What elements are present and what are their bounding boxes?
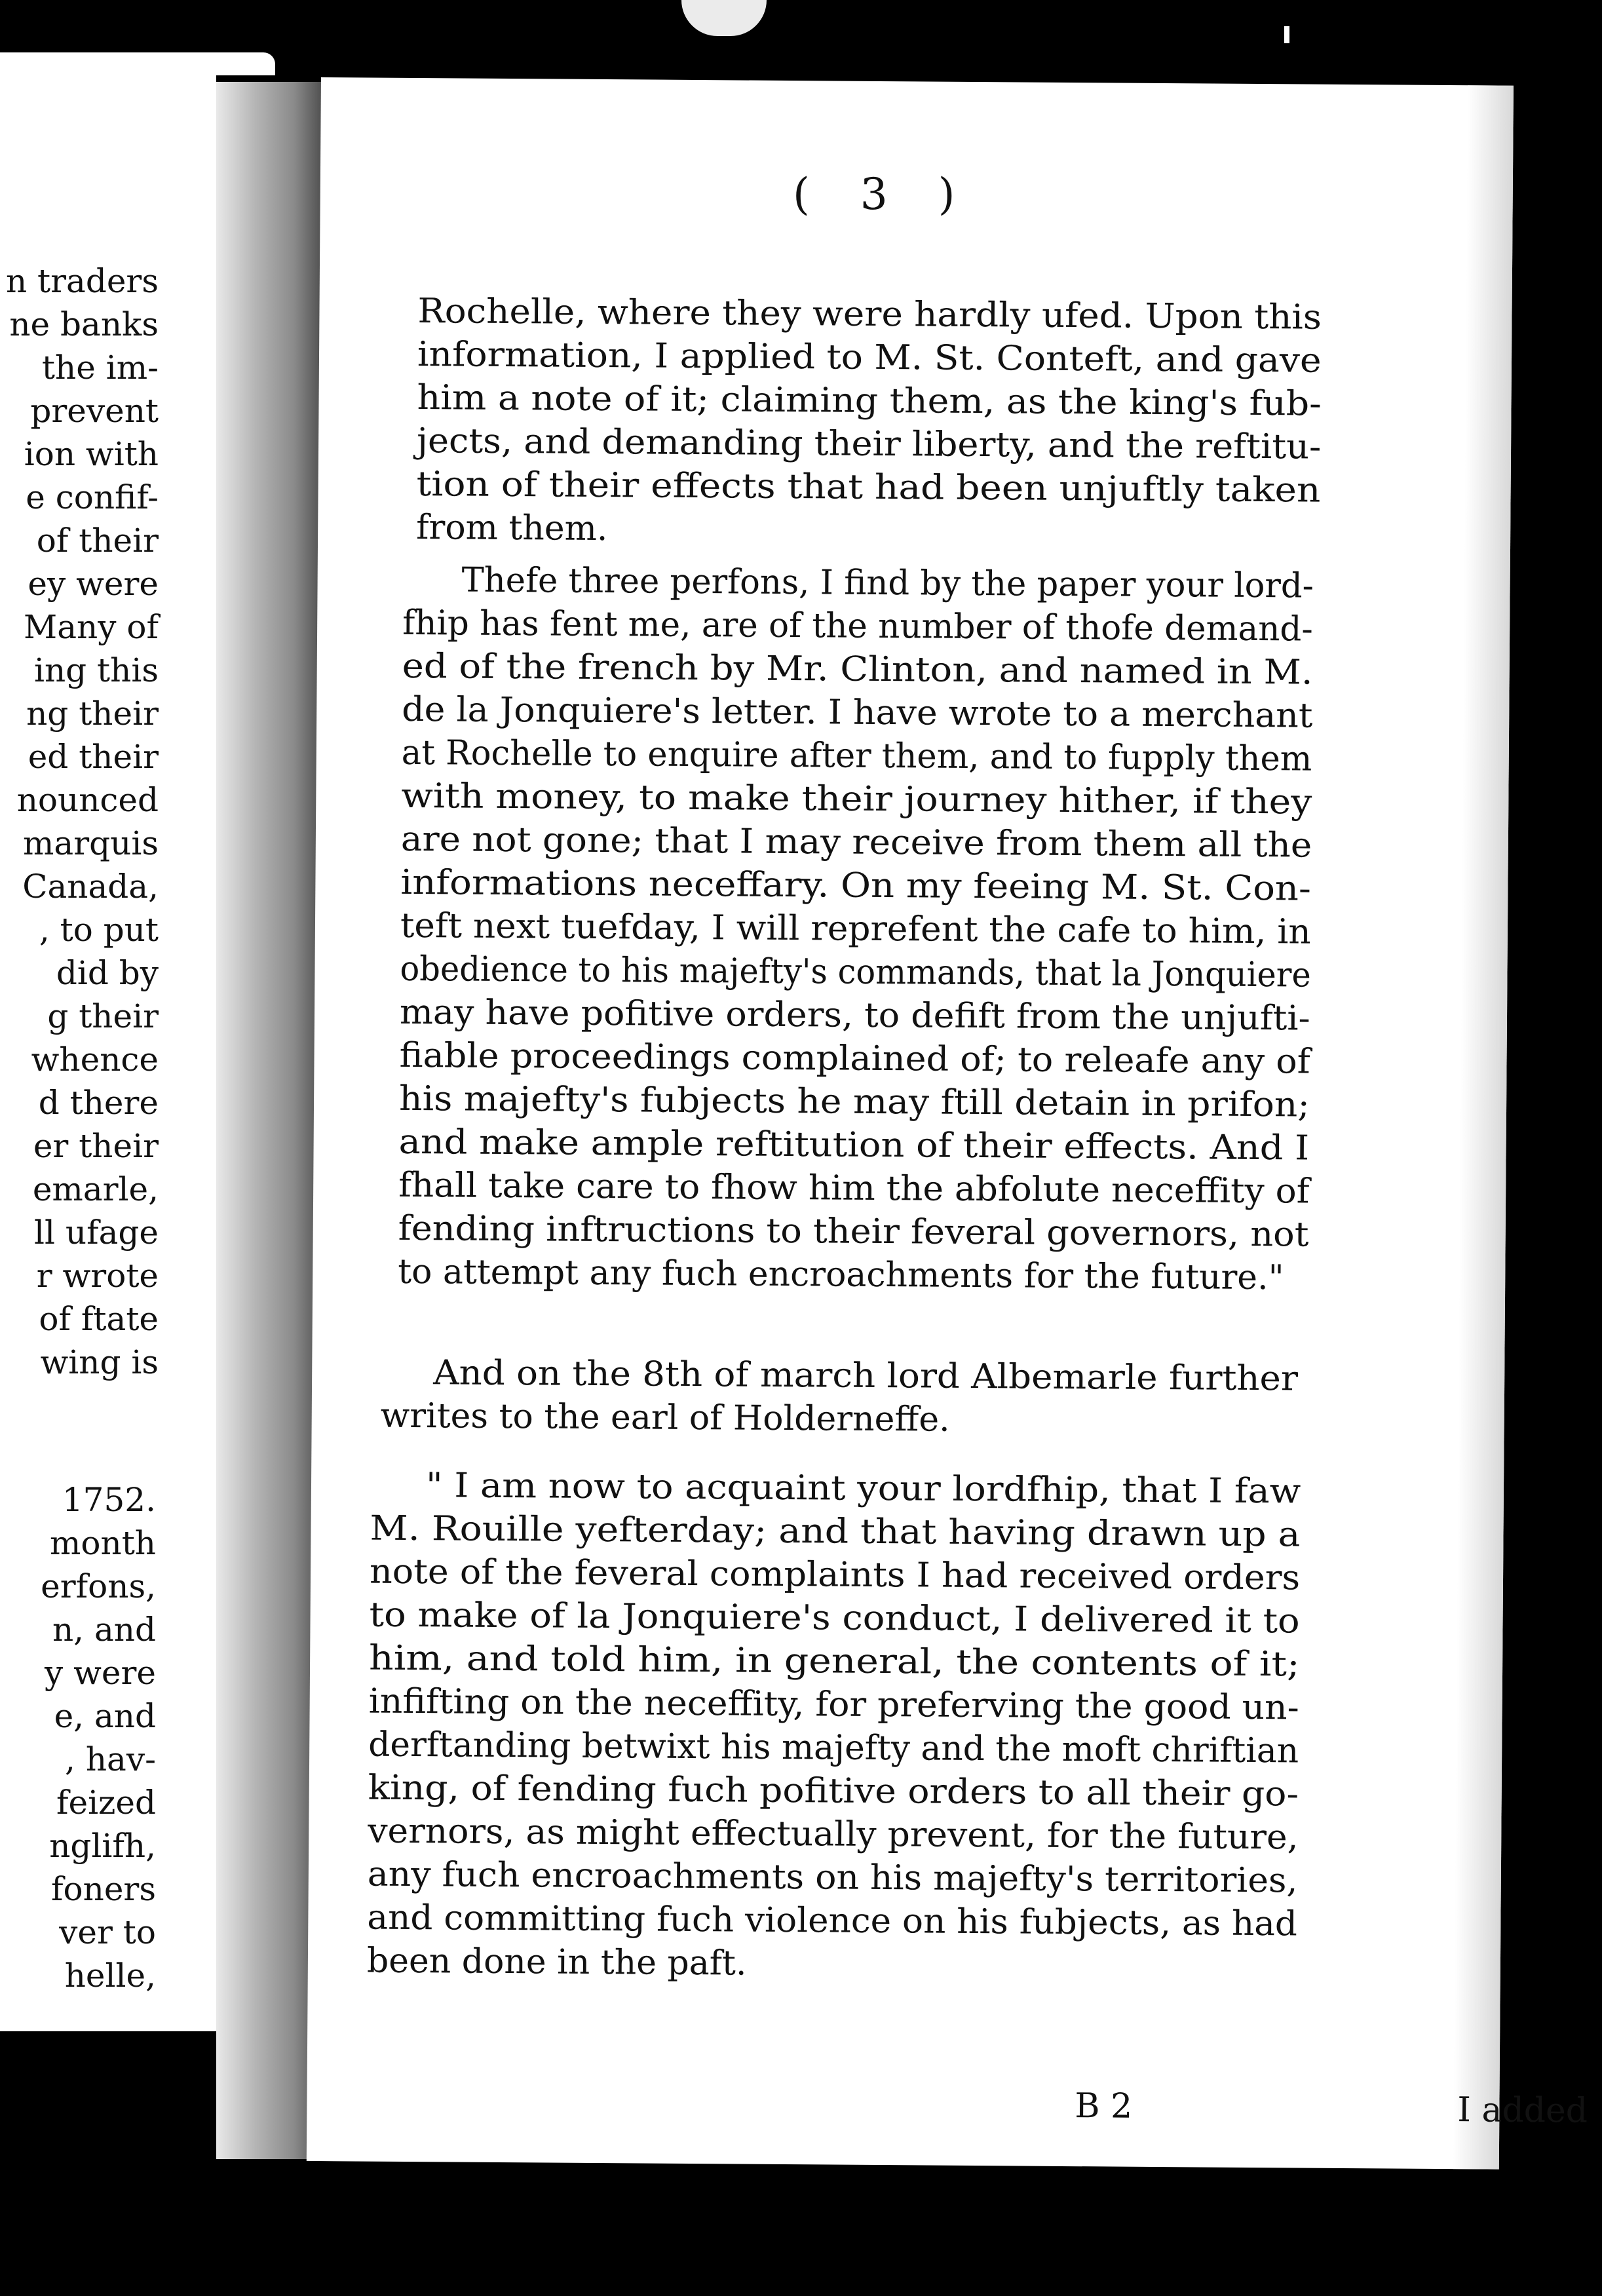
text-line: derftanding betwixt his majefty and the moft chriftian (368, 1725, 1299, 1771)
text-line: and committing fuch violence on his fubjects, as had (367, 1898, 1298, 1944)
left-page-line: feized (56, 1784, 156, 1822)
left-page-line: ll ufage (34, 1214, 159, 1252)
left-page-line: n, and (52, 1611, 156, 1649)
text-line: ed of the french by Mr. Clinton, and named in M. (402, 646, 1313, 693)
left-page-line: , hav- (65, 1740, 156, 1778)
left-page-line: ion with (24, 435, 159, 473)
text-line: been done in the paft. (366, 1941, 747, 1983)
text-line: him, and told him, in general, the contents of it; (368, 1638, 1300, 1685)
signature-mark: B 2 (1075, 2086, 1133, 2126)
text-line: " I am now to acquaint your lordfhip, that I faw (425, 1466, 1301, 1512)
left-page-line: whence (31, 1041, 159, 1079)
text-line: Thefe three perfons, I find by the paper your lord- (461, 560, 1314, 606)
text-line: at Rochelle to enquire after them, and to fupply them (401, 733, 1312, 779)
left-page-line: nounced (16, 781, 159, 819)
left-page-line: helle, (64, 1957, 156, 1995)
text-line: informations neceffary. On my feeing M. St. Con- (400, 862, 1312, 909)
text-line: writes to the earl of Holderneffe. (380, 1396, 950, 1440)
left-page-line: the im- (41, 349, 159, 387)
text-line: and make ample reftitution of their effects. And I (398, 1122, 1310, 1168)
text-line: may have pofitive orders, to defift from the unjufti- (399, 992, 1310, 1039)
left-page-line: er their (33, 1127, 159, 1165)
text-line: with money, to make their journey hither, if they (401, 776, 1312, 822)
left-page-line: ed their (28, 738, 159, 776)
text-line: are not gone; that I may receive from them all the (400, 819, 1312, 866)
text-line: vernors, as might effectually prevent, for the future, (368, 1811, 1299, 1858)
page-number: ( 3 ) (793, 169, 974, 220)
scan-artifact-mark (1284, 26, 1289, 43)
left-page-line: prevent (30, 392, 159, 430)
left-page-line: Many of (24, 608, 159, 646)
left-page-line: wing is (40, 1343, 159, 1381)
left-page-line: 1752. (62, 1481, 156, 1519)
left-page-line: of their (36, 522, 159, 560)
left-page-line: foners (51, 1870, 156, 1908)
left-page-line: ver to (59, 1913, 156, 1951)
left-page-line: marquis (23, 824, 159, 862)
catchword: I added (1457, 2090, 1588, 2131)
left-page-line: erfons, (41, 1567, 156, 1605)
text-line: fhall take care to fhow him the abfolute neceffity of (398, 1165, 1310, 1212)
left-page-line: ing this (33, 651, 159, 689)
left-page-line: e, and (54, 1697, 156, 1735)
left-page-line: did by (56, 954, 159, 992)
text-line: information, I applied to M. St. Conteft, and gave (417, 335, 1322, 381)
text-line: M. Rouille yefterday; and that having drawn up a (370, 1508, 1301, 1555)
left-page-line: nglifh, (49, 1827, 156, 1865)
text-line: de la Jonquiere's letter. I have wrote to a merchant (402, 689, 1313, 736)
left-page-line: r wrote (36, 1257, 159, 1295)
text-line: his majefty's fubjects he may ftill detain in prifon; (398, 1079, 1310, 1125)
text-line: fiable proceedings complained of; to releafe any of (399, 1035, 1310, 1082)
text-line: infifting on the neceffity, for preferving the good un- (368, 1681, 1299, 1728)
text-line: And on the 8th of march lord Albemarle further (432, 1353, 1299, 1399)
text-line: Rochelle, where they were hardly ufed. Upon this (417, 292, 1322, 337)
text-line: fending inftructions to their feveral governors, not (398, 1208, 1309, 1255)
left-page-line: month (49, 1524, 156, 1562)
text-line: tion of their effects that had been unjuftly taken (416, 465, 1321, 510)
text-line: from them. (415, 508, 608, 549)
left-page-line: ey were (28, 565, 159, 603)
text-line: teft next tuefday, I will reprefent the cafe to him, in (400, 906, 1311, 952)
left-page-line: e confif- (26, 478, 159, 516)
left-page-line: ng their (26, 695, 159, 733)
left-page-line: d there (38, 1084, 159, 1122)
left-page-line: ne banks (9, 305, 159, 343)
text-line: note of the feveral complaints I had received orders (369, 1552, 1301, 1598)
text-line: obedience to his majefty's commands, that la Jonquiere (400, 949, 1311, 995)
left-page-line: emarle, (32, 1170, 159, 1208)
text-line: jects, and demanding their liberty, and the reftitu- (416, 421, 1322, 467)
text-line: king, of fending fuch pofitive orders to all their go- (368, 1768, 1299, 1814)
left-page-line: n traders (5, 262, 159, 300)
left-page-line: , to put (39, 911, 159, 949)
text-line: any fuch encroachments on his majefty's territories, (367, 1854, 1298, 1901)
scan-artifact (681, 0, 767, 36)
left-page-line: y were (44, 1654, 156, 1692)
text-line: him a note of it; claiming them, as the king's fub- (417, 378, 1322, 424)
left-page-line: g their (47, 997, 159, 1035)
text-line: to make of la Jonquiere's conduct, I delivered it to (369, 1595, 1300, 1641)
page-right (307, 77, 1588, 2170)
page-edge-shadow (1453, 85, 1514, 2169)
left-page-line: Canada, (22, 868, 159, 906)
text-line: fhip has fent me, are of the number of thofe demand- (402, 603, 1314, 649)
text-line: to attempt any fuch encroachments for the future." (398, 1252, 1284, 1298)
left-page-line: of ftate (39, 1300, 159, 1338)
